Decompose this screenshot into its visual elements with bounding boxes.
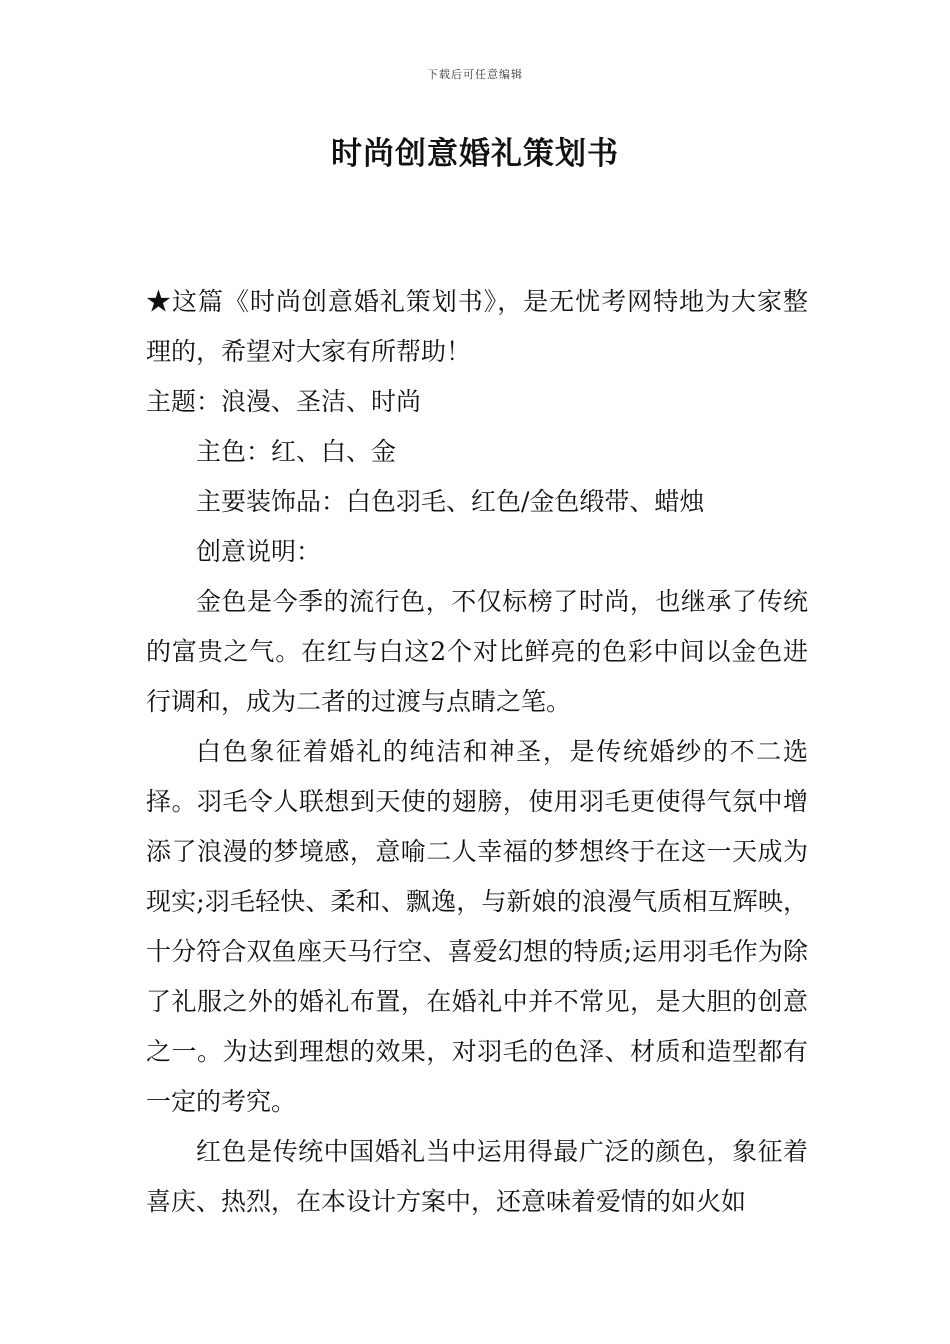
paragraph-white: 白色象征着婚礼的纯洁和神圣，是传统婚纱的不二选择。羽毛令人联想到天使的翅膀，使用羽毛更使得气氛中增添了浪漫的梦境感，意喻二人幸福的梦想终于在这一天成为现实;羽毛轻快、柔和、飘逸，与新娘的浪漫气质相互辉映，十分符合双鱼座天马行空、喜爱幻想的特质;运用羽毛作为除了礼服之外的婚礼布置，在婚礼中并不常见，是大胆的创意之一。为达到理想的效果，对羽毛的色泽、材质和造型都有一定的考究。 [146,737,808,1116]
paragraph-creative-heading: 创意说明： [196,537,322,566]
paragraph-decorations: 主要装饰品：白色羽毛、红色/金色缎带、蜡烛 [196,487,705,516]
document-body [146,277,808,1227]
document-title: 时尚创意婚礼策划书 [331,136,619,172]
paragraph-red: 红色是传统中国婚礼当中运用得最广泛的颜色，象征着喜庆、热烈，在本设计方案中，还意味着爱情的如火如 [146,1137,808,1216]
paragraph-main-colors: 主色：红、白、金 [196,437,397,466]
header-note: 下载后可任意编辑 [427,68,523,81]
paragraph-intro: ★这篇《时尚创意婚礼策划书》，是无忧考网特地为大家整理的，希望对大家有所帮助！ [146,287,808,366]
paragraph-theme: 主题：浪漫、圣洁、时尚 [146,387,422,416]
paragraph-gold: 金色是今季的流行色，不仅标榜了时尚，也继承了传统的富贵之气。在红与白这2个对比鲜亮的色彩中间以金色进行调和，成为二者的过渡与点睛之笔。 [146,587,808,716]
